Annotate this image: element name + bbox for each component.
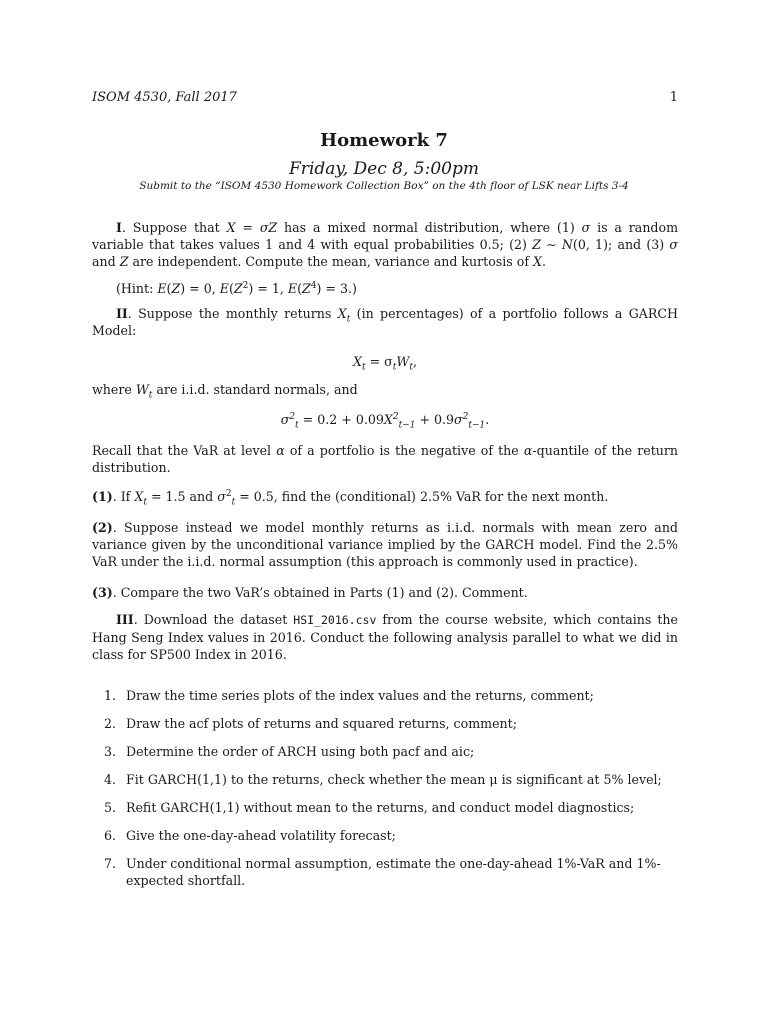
math-var: X — [533, 254, 542, 269]
q2-text: -quantile of the return distribution. — [92, 443, 678, 475]
question-1-hint — [92, 280, 678, 297]
var-definition — [92, 442, 678, 476]
question-3-label: III — [116, 612, 134, 627]
due-date: Friday, Dec 8, 5:00pm — [289, 159, 479, 179]
math-var: Z — [233, 281, 243, 296]
subscript: t — [143, 497, 147, 508]
math-var: α — [276, 443, 285, 458]
q2-text: . Suppose instead we model monthly returns as i.i.d. normals with mean zero and variance given by the unconditional variance implied by the GARCH model. Find the 2.5% VaR under the i.i.d. normal assumption (this approach is commonly used in practice). — [92, 520, 678, 569]
math-op: + 0.9 — [415, 412, 455, 427]
q1-text: ∼ — [540, 237, 562, 252]
q2-text: Recall that the VaR at level — [92, 443, 277, 458]
math-var: X — [337, 306, 347, 321]
superscript: 2 — [242, 280, 249, 291]
question-2-part-3 — [92, 584, 678, 601]
garch-equation-variance — [92, 411, 678, 431]
part-1-label: (1) — [92, 489, 113, 504]
q3-text: . Download the dataset — [133, 612, 294, 627]
subscript: t — [392, 362, 397, 373]
superscript: 2 — [225, 488, 232, 499]
math-var: E — [287, 281, 298, 296]
math-var: E — [219, 281, 229, 296]
hint-text: ( — [166, 281, 172, 296]
math-op: . — [485, 412, 490, 427]
math-var: E — [157, 281, 167, 296]
q2-text: = 0.5, find the (conditional) 2.5% VaR for the next month. — [235, 489, 609, 504]
math-var: W — [396, 354, 410, 369]
question-2-where — [92, 381, 678, 401]
hint-text: ) = 3.) — [316, 281, 357, 296]
question-2-label: II — [116, 306, 128, 321]
page-title: Homework 7 — [320, 130, 448, 151]
superscript: 4 — [310, 280, 317, 291]
task-list — [92, 687, 678, 889]
q1-text: and — [92, 254, 120, 269]
hint-text: ( — [297, 281, 302, 296]
subscript: t — [361, 362, 366, 373]
subscript: t−1 — [398, 420, 416, 431]
subscript: t — [148, 390, 153, 401]
dataset-filename: HSI_2016.csv — [293, 613, 377, 627]
hint-text: ( — [228, 281, 234, 296]
math-var: σ — [454, 412, 463, 427]
list-item: 2. Draw the acf plots of returns and squared returns, comment; — [120, 715, 678, 732]
running-header — [92, 90, 678, 108]
part-3-label: (3) — [92, 585, 113, 600]
list-item: 5. Refit GARCH(1,1) without mean to the returns, and conduct model diagnostics; — [120, 799, 678, 816]
question-1 — [92, 219, 678, 270]
math-var: Z — [119, 254, 129, 269]
math-var: σ — [280, 412, 290, 427]
hint-text: ) = 1, — [248, 281, 288, 296]
q1-text: are independent. Compute the mean, variance and kurtosis of — [128, 254, 534, 269]
subscript: t — [346, 314, 351, 325]
q2-text: where — [92, 382, 136, 397]
question-2-part-1 — [92, 488, 678, 508]
q1-text: . — [541, 254, 546, 269]
q2-text: of a portfolio is the negative of the — [284, 443, 524, 458]
list-item: 3. Determine the order of ARCH using both pacf and aic; — [120, 743, 678, 760]
q2-text: . Compare the two VaR’s obtained in Parts (1) and (2). Comment. — [112, 585, 528, 600]
math-op: = σ — [365, 354, 393, 369]
math-var: σ — [669, 237, 678, 252]
question-2-intro — [92, 305, 678, 339]
garch-equation-returns — [92, 353, 678, 373]
math-op: , — [412, 354, 417, 369]
submission-note: Submit to the “ISOM 4530 Homework Collection Box” on the 4th floor of LSK near Lifts 3-4 — [139, 180, 629, 192]
math-var: X — [353, 354, 362, 369]
part-2-label: (2) — [92, 520, 113, 535]
subscript: t — [409, 362, 413, 373]
question-3 — [92, 611, 678, 663]
q2-text: . Suppose the monthly returns — [127, 306, 338, 321]
hint-text: ) = 0, — [180, 281, 220, 296]
q3-text: from the course website, which contains the Hang Seng Index values in 2016. Conduct the following analysis parallel to what we did in class for SP500 Index in 2016. — [92, 612, 678, 662]
list-item: 4. Fit GARCH(1,1) to the returns, check whether the mean μ is significant at 5% level; — [120, 771, 678, 788]
q1-text: has a mixed normal distribution, where (1) — [277, 220, 582, 235]
q1-text: . Suppose that — [121, 220, 227, 235]
subscript: t — [231, 497, 236, 508]
math-var: σ — [217, 489, 226, 504]
question-2-part-2 — [92, 519, 678, 570]
math-var: W — [135, 382, 149, 397]
q1-text: (0, 1); and (3) — [572, 237, 670, 252]
math-var: X — [226, 220, 236, 235]
math-var: X — [134, 489, 144, 504]
superscript: 2 — [392, 411, 399, 422]
math-var: X — [383, 412, 393, 427]
q1-text: = — [235, 220, 260, 235]
math-var: Z — [171, 281, 181, 296]
list-item: 1. Draw the time series plots of the index values and the returns, comment; — [120, 687, 678, 704]
math-var: N — [561, 237, 573, 252]
subscript: t−1 — [468, 420, 486, 431]
q2-text: (in percentages) of a portfolio follows a GARCH Model: — [92, 306, 678, 338]
question-1-label: I — [116, 220, 122, 235]
q1-text: is a random variable that takes values 1 and 4 with equal probabilities 0.5; (2) — [92, 220, 679, 252]
q2-text: = 1.5 and — [146, 489, 218, 504]
hint-text: (Hint: — [116, 281, 158, 296]
superscript: 2 — [289, 411, 296, 422]
page-number: 1 — [669, 90, 678, 105]
q2-text: . If — [112, 489, 135, 504]
math-var: α — [523, 443, 533, 458]
math-var: σZ — [259, 220, 278, 235]
list-item: 6. Give the one-day-ahead volatility forecast; — [120, 827, 678, 844]
subscript: t — [295, 420, 299, 431]
math-var: Z — [301, 281, 311, 296]
math-var: Z — [532, 237, 541, 252]
document-body — [92, 219, 678, 900]
math-op: = 0.2 + 0.09 — [298, 412, 384, 427]
list-item: 7. Under conditional normal assumption, estimate the one-day-ahead 1%-VaR and 1%-expected shortfall. — [120, 855, 678, 889]
course-label: ISOM 4530, Fall 2017 — [92, 90, 237, 105]
superscript: 2 — [462, 411, 469, 422]
math-var: σ — [581, 220, 591, 235]
q2-text: are i.i.d. standard normals, and — [152, 382, 358, 397]
